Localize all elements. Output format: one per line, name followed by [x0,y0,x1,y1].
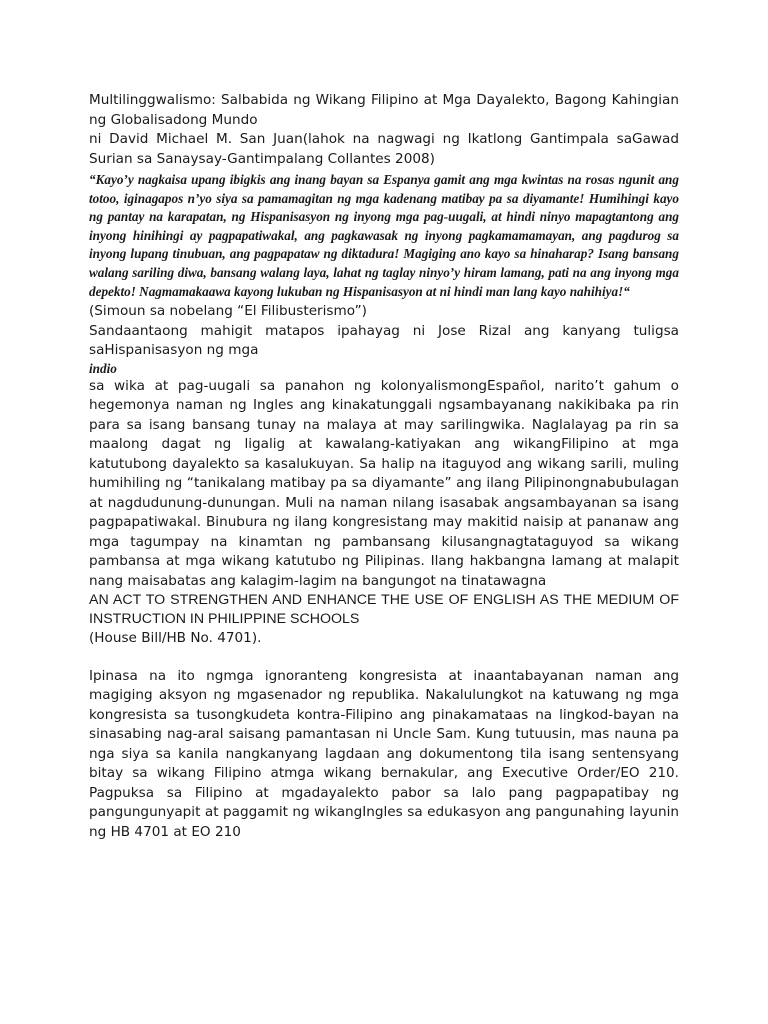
bill-title: AN ACT TO STRENGTHEN AND ENHANCE THE USE OF ENGLISH AS THE MEDIUM OF INSTRUCTION IN PHILIPPINE SCHOOLS [89,592,679,628]
bill-number: (House Bill/HB No. 4701). [89,630,262,647]
paragraph-intro: Sandaantaong mahigit matapos ipahayag ni Jose Rizal ang kanyang tuligsa saHispanisasyon ng mga [89,322,679,359]
epigraph-attribution: (Simoun sa nobelang “El Filibusterismo”) [89,303,367,320]
paragraph-gap [89,649,679,667]
document-page [89,91,679,842]
italic-word-indio: indio [89,360,117,376]
epigraph-quote: “Kayo’y nagkaisa upang ibigkis ang inang bayan sa Espanya gamit ang mga kwintas na rosas ngunit ang totoo, iginagapos n’yo siya sa pamamagitan ng mga kadenang matibay pa sa diyamante! Humihingi kayo ng pantay na karapatan, ng Hispanisasyon ng inyong mga pag-uugali, at hindi ninyo mapagtantong ang inyong hinihingi ay pagpapatiwakal, ang pagkawasak ng inyong pagkamamamayan, ang pagdurog sa inyong lupang tinubuan, ang pagpapataw ng diktadura! Magiging ano kayo sa hinaharap? Isang bansang walang sariling diwa, bansang walang laya, lahat ng taglay ninyo’y hiram lamang, pati na ang inyong mga depekto! Nagmamakaawa kayong lukuban ng Hispanisasyon at ni hindi man lang kayo nahihiya!“ [89,172,679,299]
paragraph-second: Ipinasa na ito ngmga ignoranteng kongresista at inaantabayanan naman ang magiging aksyon ng mgasenador ng republika. Nakalulungkot na katuwang ng mga kongresista sa tusongkudeta kontra-Filipino ang pinakamataas na lingkod-bayan na sinasabing nag-aral saisang pamantasan ni Uncle Sam. Kung tutuusin, mas nauna pa nga siya sa kanila nangkanyang lagdaan ang dokumentong tila isang sentensyang bitay sa wikang Filipino atmga wikang bernakular, ang Executive Order/EO 210. Pagpuksa sa Filipino at mgadayalekto pabor sa lalo pang pagpapatibay ng pangungunyapit at paggamit ng wikangIngles sa edukasyon ang pangunahing layunin ng HB 4701 at EO 210 [89,667,679,840]
byline: ni David Michael M. San Juan(lahok na nagwagi ng Ikatlong Gantimpala saGawad Surian sa Sanaysay-Gantimpalang Collantes 2008) [89,131,679,167]
document-title: Multilinggwalismo: Salbabida ng Wikang Filipino at Mga Dayalekto, Bagong Kahingian ng Globalisadong Mundo [89,92,679,128]
paragraph-body: sa wika at pag-uugali sa panahon ng kolonyalismongEspañol, narito’t gahum o hegemonya naman ng Ingles ang kinakatunggali ngsambayanang nakikibaka pa rin para sa isang bansang tunay na malaya at may sarilingwika. Naglalayag pa rin sa maalong dagat ng ligalig at kawalang-katiyakan ang wikangFilipino at mga katutubong dayalekto sa kasalukuyan. Sa halip na itaguyod ang wikang sarili, muling humihiling ng “tanikalang matibay pa sa diyamante” ang ilang Pilipinongnabubulagan at nagdudunung-dunungan. Muli na naman nilang isasabak angsambayanan sa isang pagpapatiwakal. Binubura ng ilang kongresistang may makitid naisip at pananaw ang mga tagumpay na kinamtan ng pambansang kilusangnagtataguyod sa wikang pambansa at mga wikang katutubo ng Pilipinas. Ilang hakbangna lamang at malapit nang maisabatas ang kalagim-lagim na bangungot na tinatawagna [89,377,679,589]
